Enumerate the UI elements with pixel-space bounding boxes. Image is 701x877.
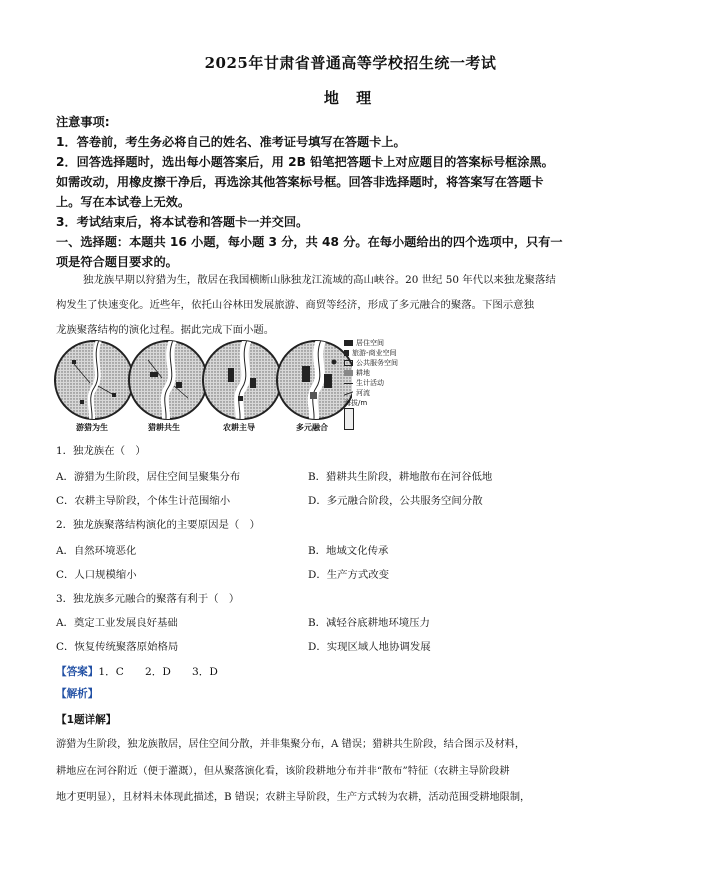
legend-item: 居住空间 bbox=[344, 338, 434, 348]
material-line: 龙族聚落结构的演化过程。据此完成下面小题。 bbox=[56, 324, 275, 336]
stage-label-hunting: 游猎为生 bbox=[76, 423, 108, 432]
material-line: 构发生了快速变化。近些年，依托山谷林田发展旅游、商贸等经济，形成了多元融合的聚落。下图示意独 bbox=[56, 299, 534, 311]
stage-label-farming: 农耕主导 bbox=[223, 423, 255, 432]
instruction-line: 3．考试结束后，将本试卷和答题卡一并交回。 bbox=[56, 215, 309, 229]
instruction-line: 2．回答选择题时，选出每小题答案后，用 2B 铅笔把答题卡上对应题目的答案标号框涂黑。 bbox=[56, 155, 554, 169]
option-b: B．减轻谷底耕地环境压力 bbox=[308, 617, 430, 629]
legend-item: 生计活动 bbox=[344, 378, 434, 388]
analysis-detail bbox=[56, 732, 656, 812]
instruction-line: 上。写在本试卷上无效。 bbox=[56, 195, 191, 209]
legend-item: 公共服务空间 bbox=[344, 358, 434, 368]
option-c: C．人口规模缩小 bbox=[56, 569, 137, 581]
detail-title: 【1题详解】 bbox=[56, 714, 117, 726]
option-c: C．恢复传统聚落原始格局 bbox=[56, 641, 179, 653]
legend-item: 旅游-商业空间 bbox=[344, 348, 434, 358]
answer-tag: 【答案】 bbox=[56, 666, 99, 678]
detail-line: 游猎为生阶段，独龙族散居，居住空间分散，并非集聚分布，A 错误；猎耕共生阶段，结合图示及材料， bbox=[56, 739, 526, 750]
detail-line: 地才更明显），且材料未体现此描述，B 错误；农耕主导阶段，生产方式转为农耕，活动范围受耕地限制， bbox=[56, 792, 531, 803]
option-d: D．生产方式改变 bbox=[308, 569, 390, 581]
stage-label-multi: 多元融合 bbox=[296, 423, 328, 432]
map-panel-hunting-farming bbox=[129, 338, 207, 428]
option-a: A．自然环境恶化 bbox=[56, 545, 137, 557]
option-a: A．奠定工业发展良好基础 bbox=[56, 617, 178, 629]
legend-item: 河流 bbox=[344, 388, 434, 398]
option-a: A．游猎为生阶段，居住空间呈聚集分布 bbox=[56, 471, 241, 483]
legend-item: 耕地 bbox=[344, 368, 434, 378]
analysis-tag: 【解析】 bbox=[56, 688, 99, 700]
answer-line bbox=[56, 664, 218, 679]
option-c: C．农耕主导阶段，个体生计范围缩小 bbox=[56, 495, 231, 507]
detail-line: 耕地应在河谷附近（便于灌溉），但从聚落演化看，该阶段耕地分布并非“散布”特征（农耕主导阶段耕 bbox=[56, 765, 510, 777]
legend-elevation-bar bbox=[344, 408, 434, 430]
map-panel-hunting bbox=[55, 338, 133, 428]
legend-elevation: 海拔/m bbox=[344, 399, 368, 407]
elevation-swatch bbox=[344, 408, 354, 430]
residential-swatch bbox=[344, 340, 353, 346]
option-b: B．猎耕共生阶段，耕地散布在河谷低地 bbox=[308, 471, 493, 483]
map-panel-farming bbox=[203, 338, 281, 428]
answer-text: 1．C 2．D 3．D bbox=[98, 666, 218, 678]
question-stem: 1．独龙族在（ ） bbox=[56, 445, 146, 457]
question-stem: 2．独龙族聚落结构演化的主要原因是（ ） bbox=[56, 519, 261, 531]
question-stem: 3．独龙族多元融合的聚落有利于（ ） bbox=[56, 593, 240, 605]
reading-material bbox=[56, 268, 660, 343]
exam-title: 2025年甘肃省普通高等学校招生统一考试 bbox=[204, 54, 497, 72]
instruction-line: 如需改动，用橡皮擦干净后，再选涂其他答案标号框。回答非选择题时，将答案写在答题卡 bbox=[56, 175, 544, 189]
figure-legend bbox=[344, 338, 434, 430]
section-heading: 一、选择题：本题共 16 小题，每小题 3 分，共 48 分。在每小题给出的四个选项中，只有一 bbox=[56, 235, 563, 249]
subject-title: 地 理 bbox=[323, 89, 378, 107]
farmland-swatch bbox=[344, 370, 353, 376]
stage-label-hunting-farming: 猎耕共生 bbox=[148, 423, 180, 432]
river-icon bbox=[344, 391, 353, 395]
option-b: B．地域文化传承 bbox=[308, 545, 389, 557]
instructions bbox=[56, 112, 656, 272]
commerce-swatch bbox=[344, 350, 349, 356]
instructions-heading: 注意事项: bbox=[56, 115, 110, 129]
map-panel-multi bbox=[277, 338, 352, 428]
option-d: D．多元融合阶段，公共服务空间分散 bbox=[308, 495, 483, 507]
material-line: 独龙族早期以狩猎为生，散居在我国横断山脉独龙江流域的高山峡谷。20 世纪 50 年代以来独龙聚落结 bbox=[83, 274, 556, 286]
option-d: D．实现区域人地协调发展 bbox=[308, 641, 431, 653]
section-heading: 项是符合题目要求的。 bbox=[56, 255, 178, 269]
arrow-icon bbox=[344, 383, 353, 384]
public-service-swatch bbox=[344, 360, 353, 366]
instruction-line: 1．答卷前，考生务必将自己的姓名、准考证号填写在答题卡上。 bbox=[56, 135, 406, 149]
